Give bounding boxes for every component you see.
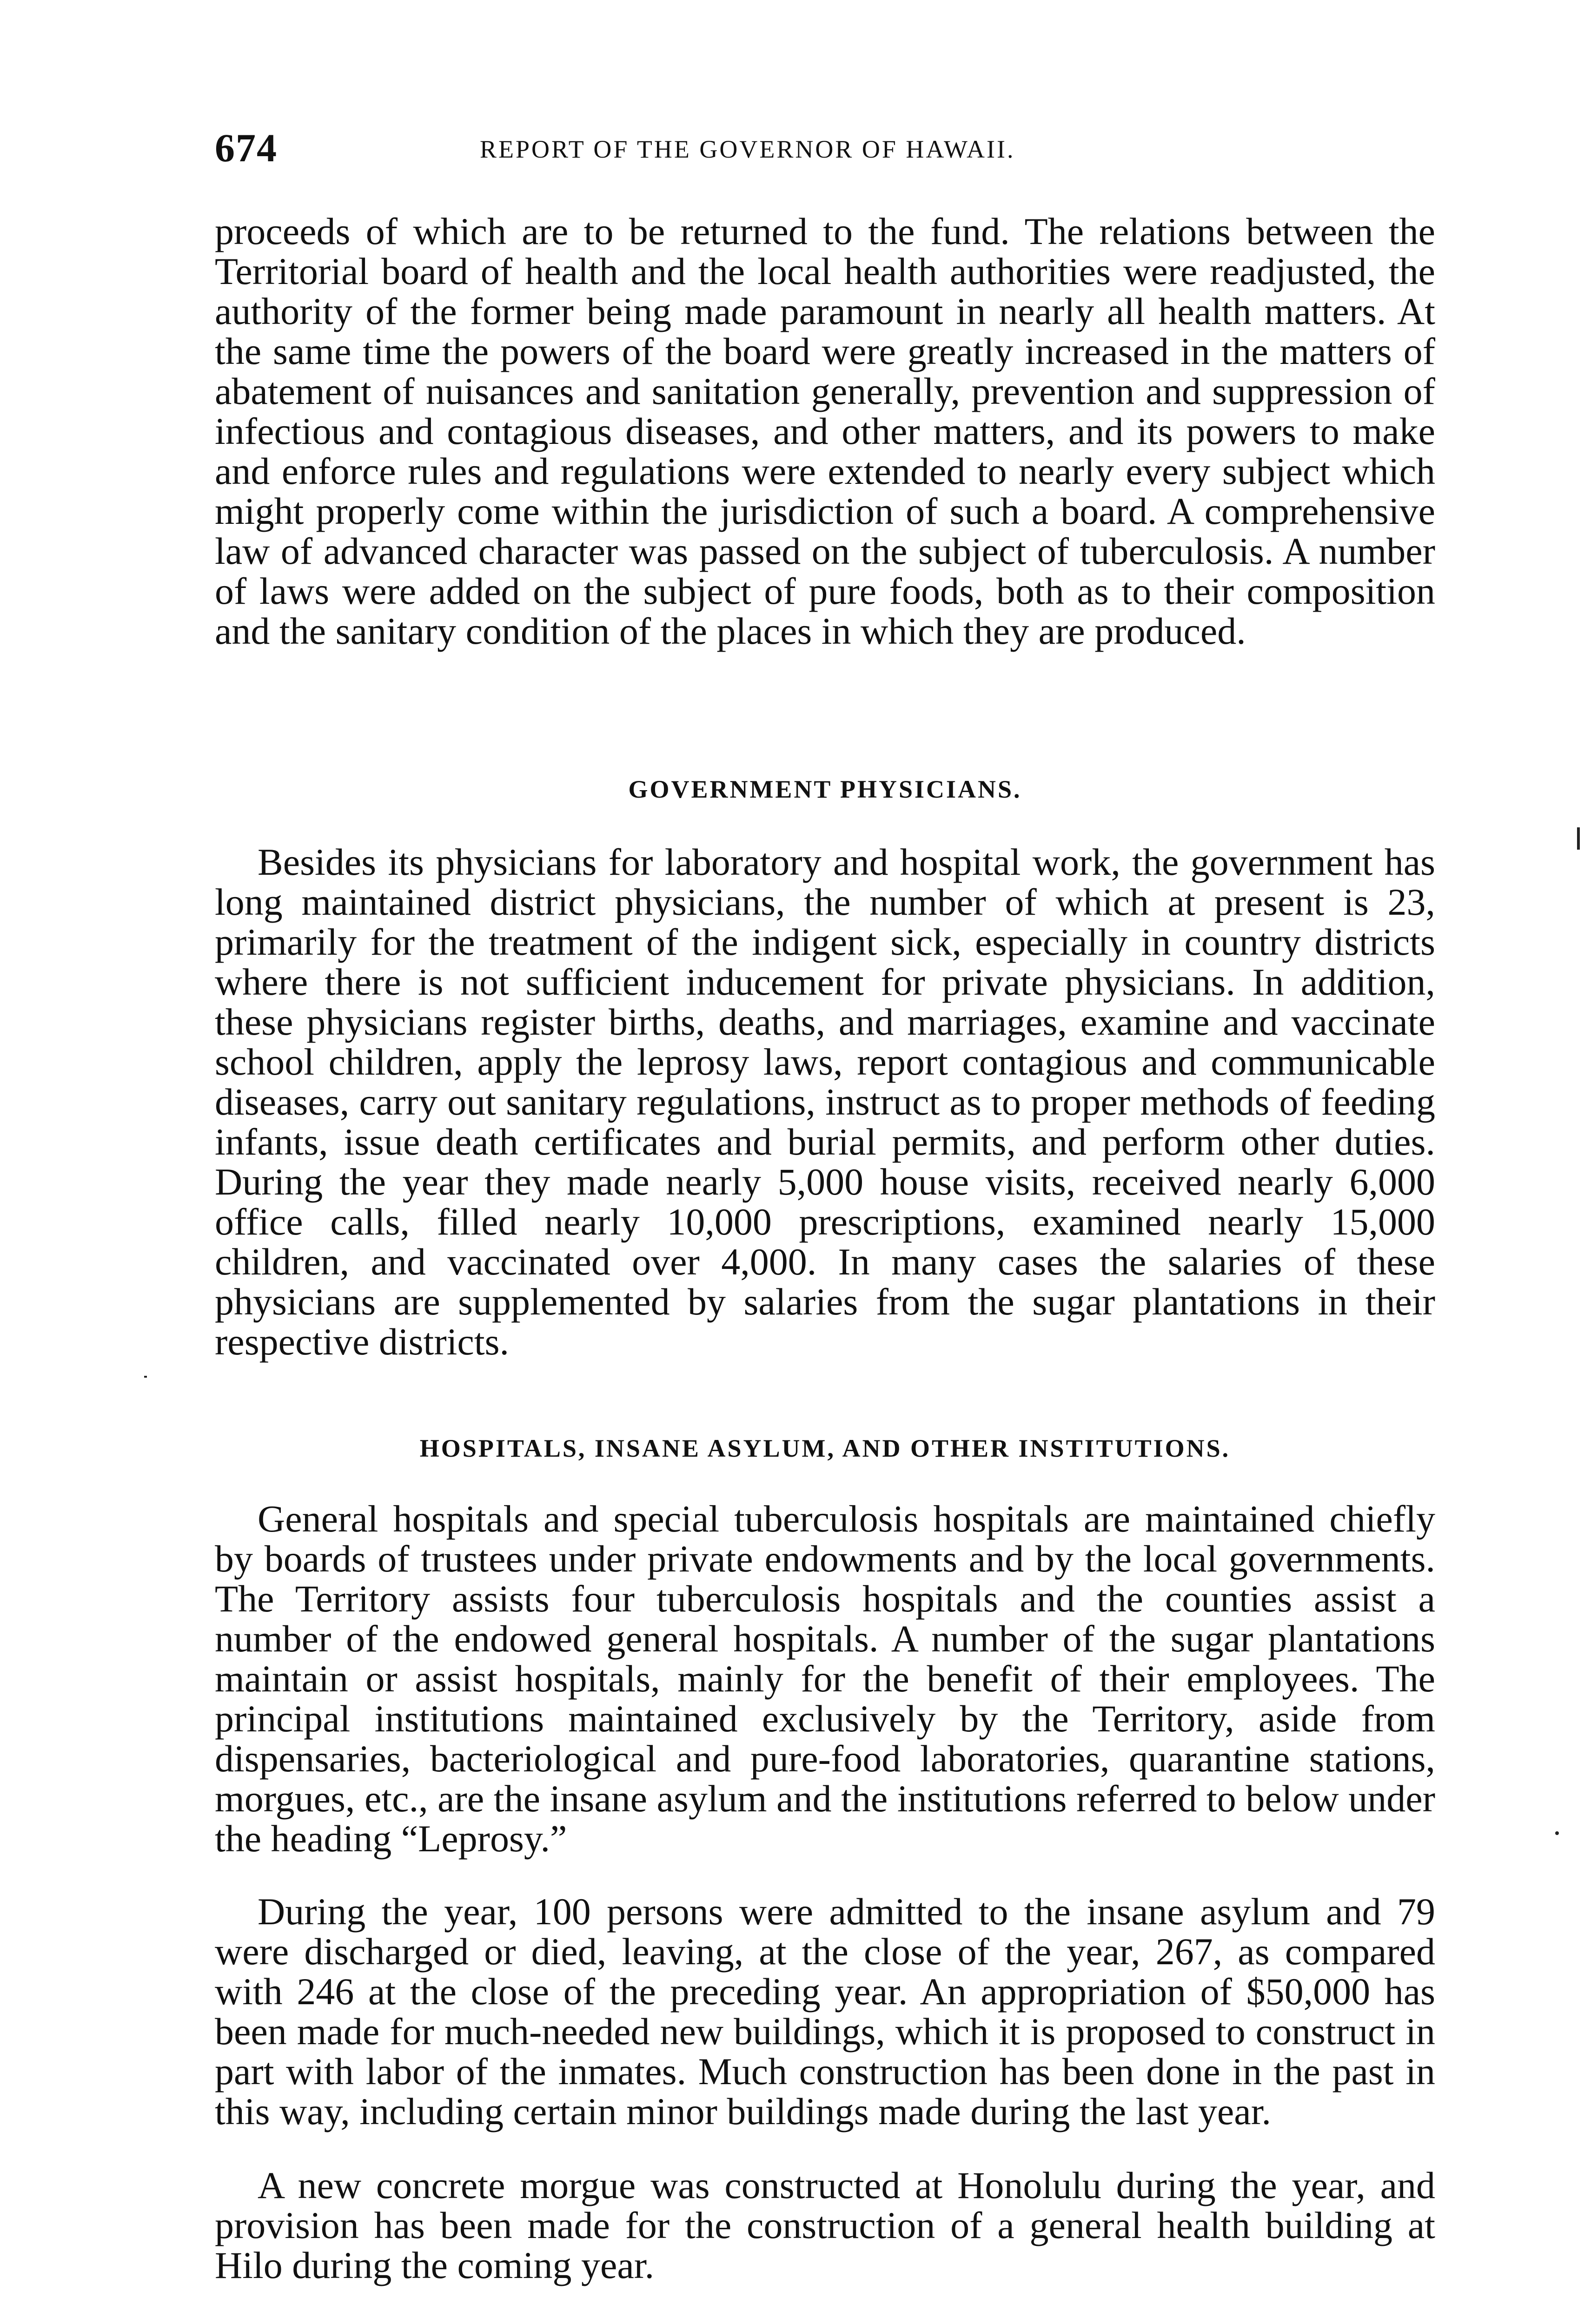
margin-mark-left <box>144 1376 147 1378</box>
section-heading-government-physicians: GOVERNMENT PHYSICIANS. <box>628 775 1022 803</box>
section-heading-hospitals: HOSPITALS, INSANE ASYLUM, AND OTHER INSTITUTIONS. <box>419 1434 1231 1462</box>
paragraph-board-of-health: proceeds of which are to be returned to the fund. The relations between the Territorial board of health and the local health authorities were readjusted, the authority of the former being made paramount in nearly all health matters. At the same time the powers of the board were greatly increased in the matters of abatement of nuisances and sanitation generally, prevention and suppression of infectious and contagious diseases, and other matters, and its powers to make and enforce rules and regulations were extended to nearly every subject which might properly come within the jurisdiction of such a board. A comprehensive law of advanced character was passed on the subject of tuberculosis. A number of laws were added on the subject of pure foods, both as to their composition and the sanitary condition of the places in which they are produced. <box>215 210 1435 652</box>
paragraph-government-physicians: Besides its physicians for laboratory and hospital work, the government has long maintained district physicians, the number of which at present is 23, primarily for the treatment of the indigent sick, especially in country districts where there is not sufficient inducement for private physicians. In addition, these physicians register births, deaths, and marriages, examine and vaccinate school children, apply the leprosy laws, report contagious and communicable diseases, carry out sanitary regulations, instruct as to proper methods of feeding infants, issue death certificates and burial permits, and perform other duties. During the year they made nearly 5,000 house visits, received nearly 6,000 office calls, filled nearly 10,000 prescriptions, examined nearly 15,000 children, and vaccinated over 4,000. In many cases the salaries of these physicians are supplemented by salaries from the sugar plantations in their respective districts. <box>215 841 1435 1363</box>
paragraph-morgue: A new concrete morgue was constructed at Honolulu during the year, and provision has been made for the construction of a general health building at Hilo during the coming year. <box>215 2164 1435 2286</box>
page-number: 674 <box>215 125 278 170</box>
paragraph-general-hospitals: General hospitals and special tuberculosis hospitals are maintained chiefly by boards of trustees under private endowments and by the local governments. The Territory assists four tuberculosis hospitals and the counties assist a number of the endowed general hospitals. A number of the sugar plantations maintain or assist hospitals, mainly for the benefit of their employees. The principal institutions maintained exclusively by the Territory, aside from dispensaries, bacteriological and pure-food laboratories, quarantine stations, morgues, etc., are the insane asylum and the institutions referred to below under the heading “Leprosy.” <box>215 1498 1435 1860</box>
margin-mark-right-top <box>1577 827 1580 850</box>
page-header <box>215 125 1435 176</box>
paragraph-insane-asylum: During the year, 100 persons were admitted to the insane asylum and 79 were discharged or died, leaving, at the close of the year, 267, as compared with 246 at the close of the preceding year. An appropriation of $50,000 has been made for much-needed new buildings, which it is proposed to construct in part with labor of the inmates. Much construction has been done in the past in this way, including certain minor buildings made during the last year. <box>215 1890 1435 2133</box>
margin-mark-right-middle <box>1555 1831 1559 1835</box>
running-head: REPORT OF THE GOVERNOR OF HAWAII. <box>480 135 1015 163</box>
